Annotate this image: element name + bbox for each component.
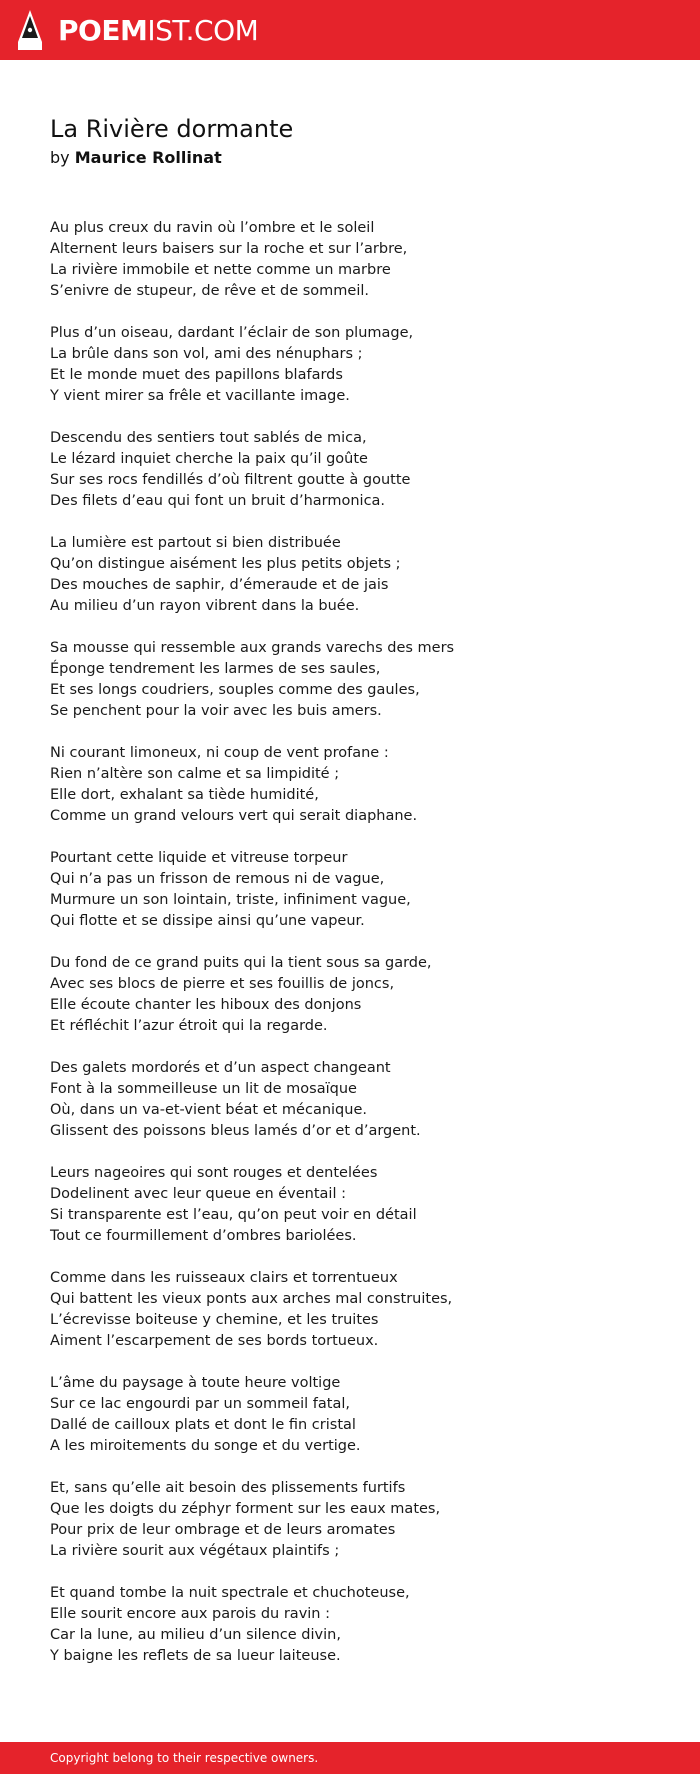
poem-line: Ni courant limoneux, ni coup de vent profane : xyxy=(50,745,389,761)
author-name: Maurice Rollinat xyxy=(74,148,222,167)
poem-line: Avec ses blocs de pierre et ses fouillis de joncs, xyxy=(50,976,395,992)
poem-line: Des filets d’eau qui font un bruit d’harmonica. xyxy=(50,493,386,509)
poem-line: L’âme du paysage à toute heure voltige xyxy=(50,1375,341,1391)
poem-line: Glissent des poissons bleus lamés d’or et d’argent. xyxy=(50,1123,421,1139)
poem-line: Le lézard inquiet cherche la paix qu’il goûte xyxy=(50,451,368,467)
poem-body xyxy=(50,218,670,1667)
poem-line: A les miroitements du songe et du vertige. xyxy=(50,1438,361,1454)
poem-line: La lumière est partout si bien distribuée xyxy=(50,535,341,551)
brand-name-light: IST.COM xyxy=(147,13,259,47)
poem-line: Elle sourit encore aux parois du ravin : xyxy=(50,1606,330,1622)
poem-line: Au milieu d’un rayon vibrent dans la buée. xyxy=(50,598,360,614)
brand-name xyxy=(58,14,258,47)
stanza xyxy=(50,428,670,512)
poem-line: Aiment l’escarpement de ses bords tortueux. xyxy=(50,1333,379,1349)
pen-nib-icon xyxy=(18,10,42,50)
poem-line: Sa mousse qui ressemble aux grands varechs des mers xyxy=(50,640,455,656)
poem-line: Car la lune, au milieu d’un silence divin, xyxy=(50,1627,341,1643)
poem-line: Plus d’un oiseau, dardant l’éclair de son plumage, xyxy=(50,325,414,341)
stanza xyxy=(50,743,670,827)
poem-line: Qui flotte et se dissipe ainsi qu’une vapeur. xyxy=(50,913,365,929)
poem-line: Tout ce fourmillement d’ombres bariolées. xyxy=(50,1228,357,1244)
stanza xyxy=(50,1478,670,1562)
site-header xyxy=(0,0,700,60)
stanza xyxy=(50,1583,670,1667)
stanza xyxy=(50,1373,670,1457)
poem-line: Murmure un son lointain, triste, infiniment vague, xyxy=(50,892,411,908)
stanza xyxy=(50,533,670,617)
poem-line: Rien n’altère son calme et sa limpidité ; xyxy=(50,766,340,782)
poem-line: Et quand tombe la nuit spectrale et chuchoteuse, xyxy=(50,1585,410,1601)
poem-line: Font à la sommeilleuse un lit de mosaïque xyxy=(50,1081,357,1097)
poem-line: Sur ses rocs fendillés d’où filtrent goutte à goutte xyxy=(50,472,411,488)
poem-line: Y baigne les reflets de sa lueur laiteuse. xyxy=(50,1648,341,1664)
poem-line: Et le monde muet des papillons blafards xyxy=(50,367,343,383)
poem-line: Dallé de cailloux plats et dont le fin cristal xyxy=(50,1417,356,1433)
poem-line: Si transparente est l’eau, qu’on peut voir en détail xyxy=(50,1207,417,1223)
stanza xyxy=(50,1163,670,1247)
poem-line: Qu’on distingue aisément les plus petits objets ; xyxy=(50,556,401,572)
stanza xyxy=(50,1058,670,1142)
poem-line: Dodelinent avec leur queue en éventail : xyxy=(50,1186,346,1202)
poem-line: Qui n’a pas un frisson de remous ni de vague, xyxy=(50,871,385,887)
poem-line: Y vient mirer sa frêle et vacillante image. xyxy=(50,388,350,404)
poem-line: Alternent leurs baisers sur la roche et sur l’arbre, xyxy=(50,241,408,257)
copyright-text: Copyright belong to their respective owners. xyxy=(50,1751,319,1765)
poem-line: Comme dans les ruisseaux clairs et torrentueux xyxy=(50,1270,398,1286)
brand-name-strong: POEM xyxy=(58,13,148,47)
stanza xyxy=(50,218,670,302)
byline xyxy=(50,146,670,170)
poem-line: Elle écoute chanter les hiboux des donjons xyxy=(50,997,362,1013)
stanza xyxy=(50,323,670,407)
poem-line: La brûle dans son vol, ami des nénuphars ; xyxy=(50,346,363,362)
poem-line: Qui battent les vieux ponts aux arches mal construites, xyxy=(50,1291,453,1307)
site-footer xyxy=(0,1742,700,1774)
poem-line: S’enivre de stupeur, de rêve et de sommeil. xyxy=(50,283,369,299)
poem-line: Et ses longs coudriers, souples comme des gaules, xyxy=(50,682,420,698)
poem-line: Leurs nageoires qui sont rouges et dentelées xyxy=(50,1165,378,1181)
byline-label: by xyxy=(50,148,70,167)
poem-line: Se penchent pour la voir avec les buis amers. xyxy=(50,703,382,719)
stanza xyxy=(50,638,670,722)
poem-line: Des galets mordorés et d’un aspect changeant xyxy=(50,1060,391,1076)
site-logo-link[interactable] xyxy=(18,10,258,50)
poem-line: Des mouches de saphir, d’émeraude et de jais xyxy=(50,577,389,593)
poem-line: Que les doigts du zéphyr forment sur les eaux mates, xyxy=(50,1501,441,1517)
poem-line: Et réfléchit l’azur étroit qui la regarde. xyxy=(50,1018,328,1034)
poem-line: L’écrevisse boiteuse y chemine, et les truites xyxy=(50,1312,379,1328)
poem-line: Sur ce lac engourdi par un sommeil fatal, xyxy=(50,1396,350,1412)
poem-line: Éponge tendrement les larmes de ses saules, xyxy=(50,661,381,677)
poem-line: Elle dort, exhalant sa tiède humidité, xyxy=(50,787,319,803)
stanza xyxy=(50,1268,670,1352)
poem-line: La rivière sourit aux végétaux plaintifs ; xyxy=(50,1543,340,1559)
poem-line: Pour prix de leur ombrage et de leurs aromates xyxy=(50,1522,396,1538)
poem-line: Où, dans un va-et-vient béat et mécanique. xyxy=(50,1102,367,1118)
main-content xyxy=(50,114,670,1688)
poem-line: Pourtant cette liquide et vitreuse torpeur xyxy=(50,850,348,866)
poem-line: Comme un grand velours vert qui serait diaphane. xyxy=(50,808,418,824)
poem-line: La rivière immobile et nette comme un marbre xyxy=(50,262,391,278)
poem-line: Au plus creux du ravin où l’ombre et le soleil xyxy=(50,220,375,236)
poem-line: Descendu des sentiers tout sablés de mica, xyxy=(50,430,367,446)
stanza xyxy=(50,953,670,1037)
poem-title: La Rivière dormante xyxy=(50,115,294,143)
stanza xyxy=(50,848,670,932)
poem-line: Du fond de ce grand puits qui la tient sous sa garde, xyxy=(50,955,432,971)
poem-line: Et, sans qu’elle ait besoin des plissements furtifs xyxy=(50,1480,406,1496)
